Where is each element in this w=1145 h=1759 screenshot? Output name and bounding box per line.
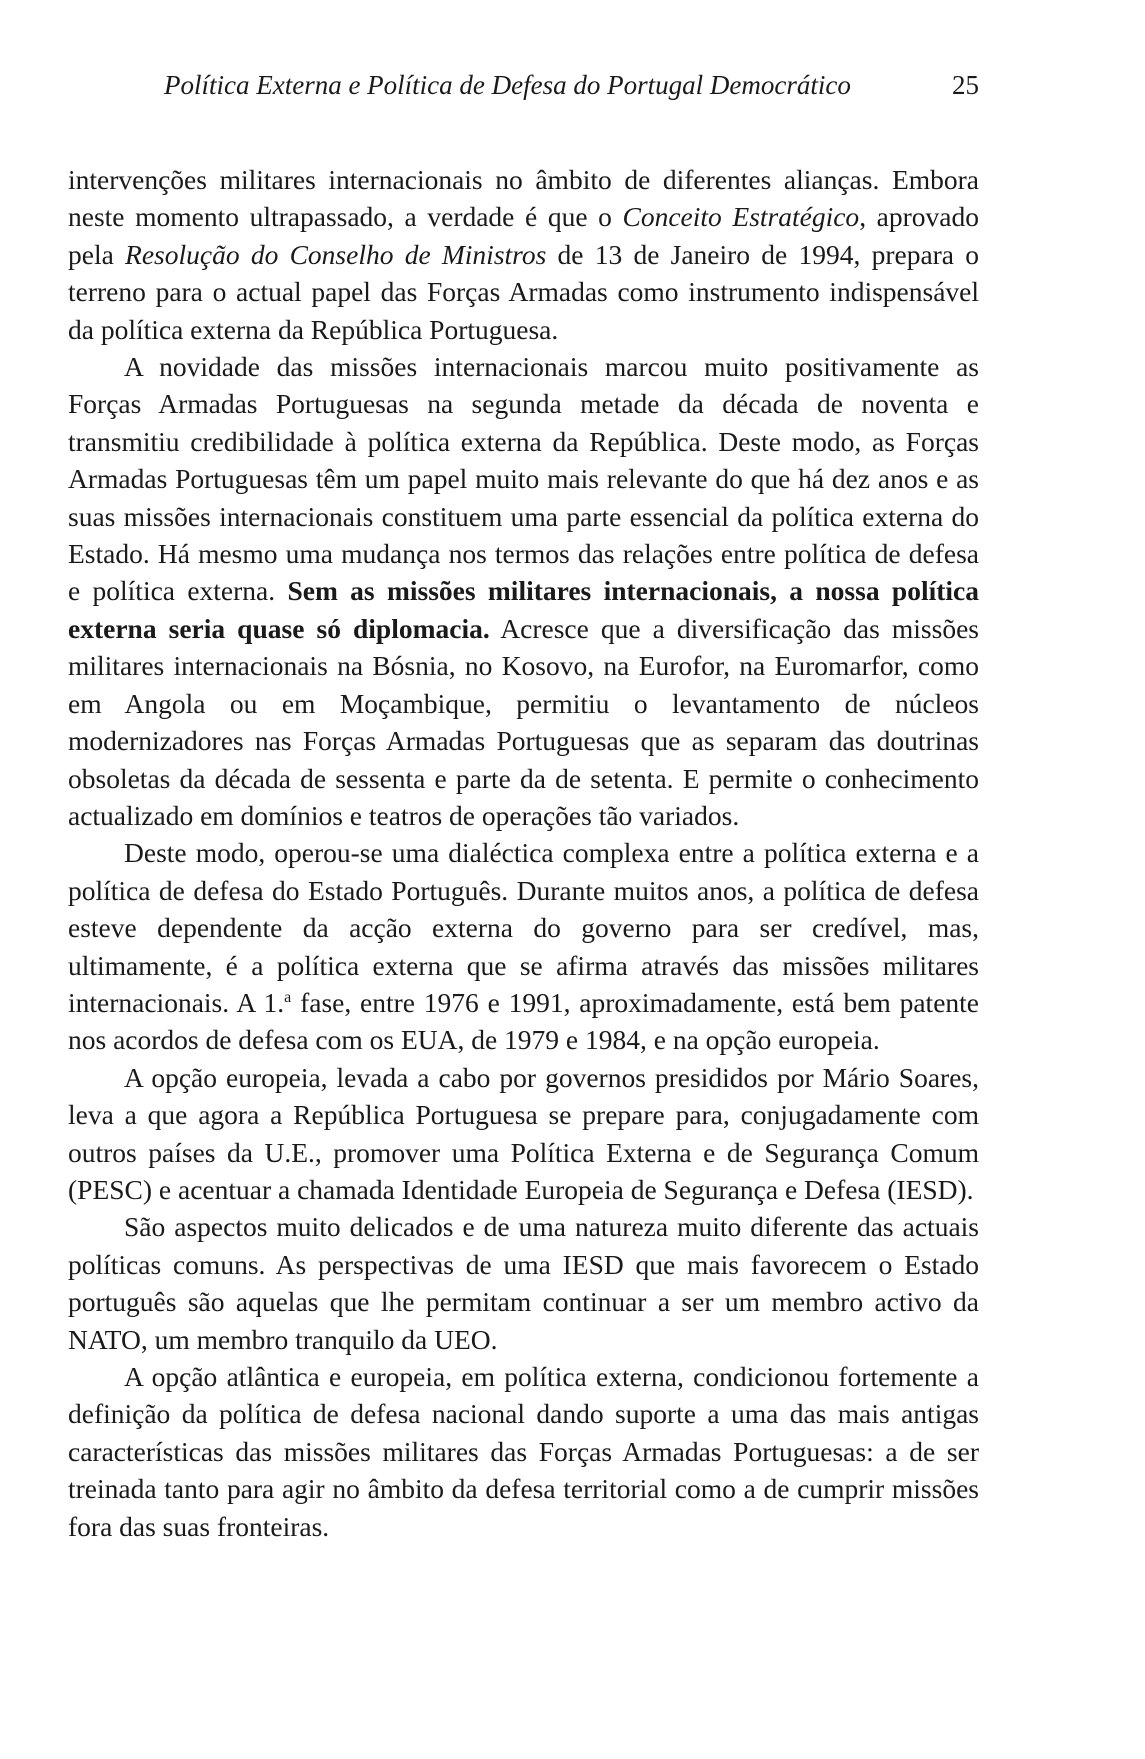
italic-term-conceito-estrategico: Conceito Estratégico: [622, 201, 860, 233]
page-number: 25: [952, 70, 979, 100]
ordinal-superscript: a: [284, 988, 292, 1006]
running-head: [68, 68, 979, 102]
running-title: Política Externa e Política de Defesa do Portugal Democrático: [164, 70, 851, 100]
paragraph-1: [68, 161, 979, 348]
bold-emphasis: Sem as missões militares internacionais, a nossa política externa seria quase só diplomacia.: [68, 575, 979, 644]
text-span: A novidade das missões internacionais marcou muito positivamente as Forças Armadas Portuguesas na segunda metade da década de noventa e transmitiu credibilidade à política externa da República. Deste modo, as Forças Armadas Portuguesas têm um papel muito mais relevante do que há dez anos e as suas missões internacionais constituem uma parte essencial da política externa do Estado. Há mesmo uma mudança nos termos das relações entre política de defesa e política externa.: [68, 351, 979, 607]
paragraph-3: [68, 834, 979, 1058]
text-span: de 13 de Janeiro de 1994, prepara o terreno para o actual papel das Forças Armadas como instrumento indispensável da política externa da República Portuguesa.: [68, 238, 979, 345]
text-span: Acresce que a diversificação das missões militares internacionais na Bósnia, no Kosovo, na Eurofor, na Euromarfor, como em Angola ou em Moçambique, permitiu o levantamento de núcleos modernizadores nas Forças Armadas Portuguesas que as separam das doutrinas obsoletas da década de sessenta e parte da de setenta. E permite o conhecimento actualizado em domínios e teatros de operações tão variados.: [68, 612, 979, 831]
body-text: [68, 161, 979, 1545]
text-span: Deste modo, operou-se uma dialéctica complexa entre a política externa e a política de defesa do Estado Português. Durante muitos anos, a política de defesa esteve dependente da acção externa do governo para ser credível, mas, ultimamente, é a política externa que se afirma através das missões militares internacionais. A 1.: [68, 837, 979, 1018]
paragraph-6: A opção atlântica e europeia, em política externa, condicionou fortemente a definição da política de defesa nacional dando suporte a uma das mais antigas características das missões militares das Forças Armadas Portuguesas: a de ser treinada tanto para agir no âmbito da defesa territorial como a de cumprir missões fora das suas fronteiras.: [68, 1361, 979, 1542]
italic-term-resolucao: Resolução do Conselho de Ministros: [125, 238, 547, 270]
paragraph-2: [68, 348, 979, 834]
text-span: intervenções militares internacionais no âmbito de diferentes alianças. Embora neste momento ultrapassado, a verdade é que o: [68, 164, 979, 233]
paragraph-5: São aspectos muito delicados e de uma natureza muito diferente das actuais políticas comuns. As perspectivas de uma IESD que mais favorecem o Estado português são aquelas que lhe permitam continuar a ser um membro activo da NATO, um membro tranquilo da UEO.: [68, 1211, 979, 1355]
text-span: fase, entre 1976 e 1991, aproximadamente, está bem patente nos acordos de defesa com os EUA, de 1979 e 1984, e na opção europeia.: [68, 986, 979, 1056]
paragraph-4: A opção europeia, levada a cabo por governos presididos por Mário Soares, leva a que agora a República Portuguesa se prepare para, conjugadamente com outros países da U.E., promover uma Política Externa e de Segurança Comum (PESC) e acentuar a chamada Identidade Europeia de Segurança e Defesa (IESD).: [68, 1061, 979, 1205]
text-span: , aprovado pela: [68, 201, 979, 270]
